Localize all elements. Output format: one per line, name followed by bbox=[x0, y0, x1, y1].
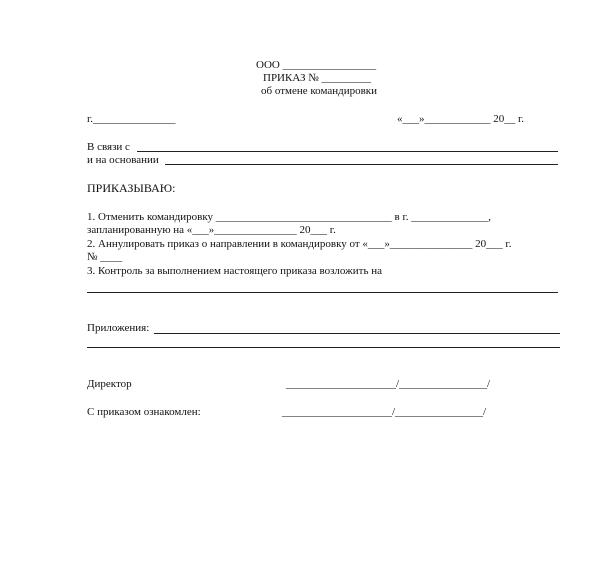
order-word: ПРИКАЗЫВАЮ: bbox=[87, 181, 176, 195]
director-label: Директор bbox=[87, 378, 132, 390]
order-number-line: ПРИКАЗ № _________ bbox=[263, 72, 372, 84]
item-2: 2. Аннулировать приказ о направлении в командировку от «___»_______________ 20___ г. bbox=[87, 238, 512, 250]
city-field: г._______________ bbox=[87, 113, 176, 125]
acquainted-signature-line: ____________________/________________/ bbox=[282, 406, 487, 418]
attachments-line-2 bbox=[87, 347, 560, 348]
on-basis-label: и на основании bbox=[87, 154, 159, 166]
attachments-line-1 bbox=[154, 333, 560, 334]
on-basis-line bbox=[165, 164, 558, 165]
document-subtitle: об отмене командировки bbox=[261, 85, 378, 97]
in-connection-line bbox=[137, 151, 558, 152]
item-1: 1. Отменить командировку ________________________________ в г. ______________, bbox=[87, 211, 492, 223]
date-field: «___»____________ 20__ г. bbox=[397, 113, 525, 125]
acquainted-label: С приказом ознакомлен: bbox=[87, 406, 201, 418]
organization-line: ООО _________________ bbox=[256, 59, 377, 71]
item-1-continuation: запланированную на «___»_______________ 20___ г. bbox=[87, 224, 336, 236]
item-3: 3. Контроль за выполнением настоящего приказа возложить на bbox=[87, 265, 382, 277]
in-connection-label: В связи с bbox=[87, 141, 130, 153]
director-signature-line: ____________________/________________/ bbox=[286, 378, 491, 390]
item-3-line bbox=[87, 292, 558, 293]
item-2-continuation: № ____ bbox=[87, 251, 123, 263]
attachments-label: Приложения: bbox=[87, 322, 150, 334]
